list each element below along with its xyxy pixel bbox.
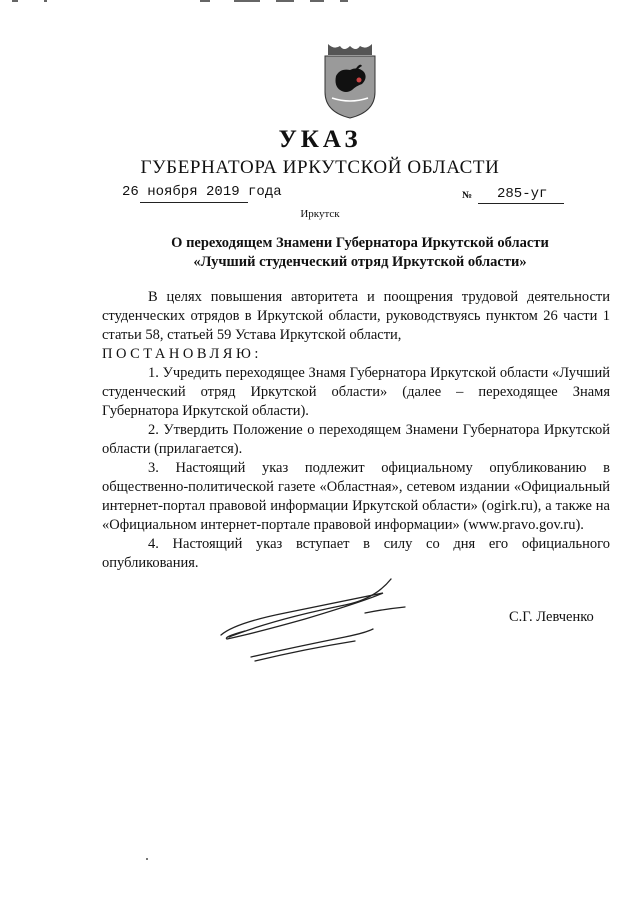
number-underline: [478, 203, 564, 204]
document-number: 285-уг: [497, 186, 548, 202]
decree-word: ПОСТАНОВЛЯЮ:: [102, 346, 262, 362]
decree-heading: [100, 234, 620, 272]
decree-item-4: 4. Настоящий указ вступает в силу со дня его официального опубликования.: [102, 536, 610, 571]
decree-heading-line2: «Лучший студенческий отряд Иркутской области»: [193, 254, 527, 270]
decree-heading-line1: О переходящем Знамени Губернатора Иркутской области: [171, 235, 549, 251]
number-sign: №: [462, 190, 473, 201]
document-title: УКАЗ: [278, 126, 362, 153]
scan-edge-marks: [0, 0, 640, 8]
decree-item-2: 2. Утвердить Положение о переходящем Знамени Губернатора Иркутской области (прилагается).: [102, 422, 610, 457]
handwritten-signature: [215, 575, 415, 665]
decree-body: [102, 288, 610, 573]
signer-name: С.Г. Левченко: [509, 609, 594, 625]
document-subtitle: ГУБЕРНАТОРА ИРКУТСКОЙ ОБЛАСТИ: [140, 157, 500, 178]
preamble-paragraph: В целях повышения авторитета и поощрения трудовой деятельности студенческих отрядов в Иркутской области, руководствуясь пунктом 26 части 1 статьи 58, статьей 59 Устава Иркутской области,: [102, 289, 610, 343]
document-date: 26 ноября 2019 года: [122, 184, 282, 200]
scan-speck: [146, 858, 148, 860]
date-underline: [140, 202, 248, 203]
decree-item-1: 1. Учредить переходящее Знамя Губернатора Иркутской области «Лучший студенческий отряд Иркутской области» (далее – переходящее Знамя Губернатора Иркутской области).: [102, 365, 610, 419]
document-city: Иркутск: [300, 208, 340, 220]
decree-item-3: 3. Настоящий указ подлежит официальному опубликованию в общественно-политической газете «Областная», сетевом издании «Официальный интернет-портал правовой информации Иркутской области» (ogirk.ru), а также на «Официальном интернет-портале правовой информации» (www.pravo.gov.ru).: [102, 460, 610, 533]
coat-of-arms-emblem: [322, 42, 378, 120]
